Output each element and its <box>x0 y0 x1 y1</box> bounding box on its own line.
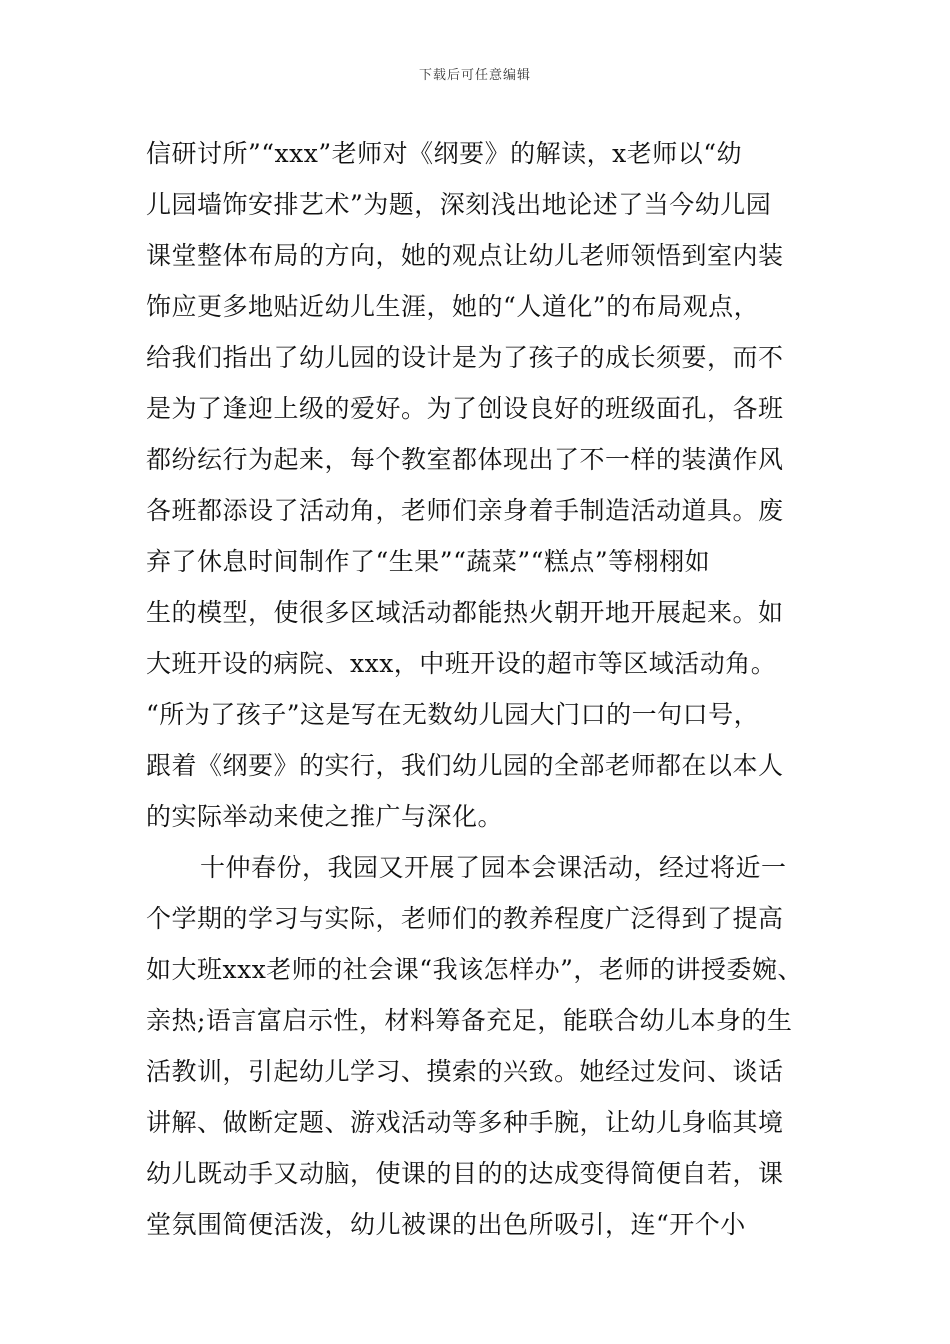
text-line: 亲热;语言富启示性，材料筹备充足，能联合幼儿本身的生 <box>146 1006 793 1035</box>
text-line: 跟着《纲要》的实行，我们幼儿园的全部老师都在以本人 <box>146 751 784 780</box>
text-line: 各班都添设了活动角，老师们亲身着手制造活动道具。废 <box>146 496 784 525</box>
text-line: 信研讨所”“xxx”老师对《纲要》的解读，x老师以“幼 <box>146 139 743 168</box>
text-line: 都纷纭行为起来，每个教室都体现出了不一样的装潢作风 <box>146 445 784 474</box>
text-line: 课堂整体布局的方向，她的观点让幼儿老师领悟到室内装 <box>146 241 784 270</box>
text-line: 幼儿既动手又动脑，使课的目的的达成变得简便自若，课 <box>146 1159 784 1188</box>
page-header: 下载后可任意编辑 <box>418 68 531 83</box>
text-line: 如大班xxx老师的社会课“我该怎样办”，老师的讲授委婉、 <box>146 955 803 984</box>
text-line: “所为了孩子”这是写在无数幼儿园大门口的一句口号， <box>146 700 760 729</box>
paragraph-1 <box>146 128 866 842</box>
document-body <box>146 128 866 1250</box>
text-line: 堂氛围简便活泼，幼儿被课的出色所吸引，连“开个小 <box>146 1210 746 1239</box>
text-line: 大班开设的病院、xxx，中班开设的超市等区域活动角。 <box>146 649 777 678</box>
text-line: 饰应更多地贴近幼儿生涯，她的“人道化”的布局观点， <box>146 292 760 321</box>
text-line: 是为了逢迎上级的爱好。为了创设良好的班级面孔，各班 <box>146 394 784 423</box>
text-line: 弃了休息时间制作了“生果”“蔬菜”“糕点”等栩栩如 <box>146 547 711 576</box>
text-line: 个学期的学习与实际，老师们的教养程度广泛得到了提高 <box>146 904 784 933</box>
text-line: 讲解、做断定题、游戏活动等多种手腕，让幼儿身临其境 <box>146 1108 784 1137</box>
text-line: 生的模型，使很多区域活动都能热火朝开地开展起来。如 <box>146 598 784 627</box>
text-line: 活教训，引起幼儿学习、摸索的兴致。她经过发问、谈话 <box>146 1057 784 1086</box>
text-line: 给我们指出了幼儿园的设计是为了孩子的成长须要，而不 <box>146 343 784 372</box>
text-line: 十仲春份，我园又开展了园本会课活动，经过将近一 <box>200 853 787 882</box>
text-line: 的实际举动来使之推广与深化。 <box>146 802 504 831</box>
paragraph-2 <box>146 842 866 1250</box>
text-line: 儿园墙饰安排艺术”为题，深刻浅出地论述了当今幼儿园 <box>146 190 772 219</box>
